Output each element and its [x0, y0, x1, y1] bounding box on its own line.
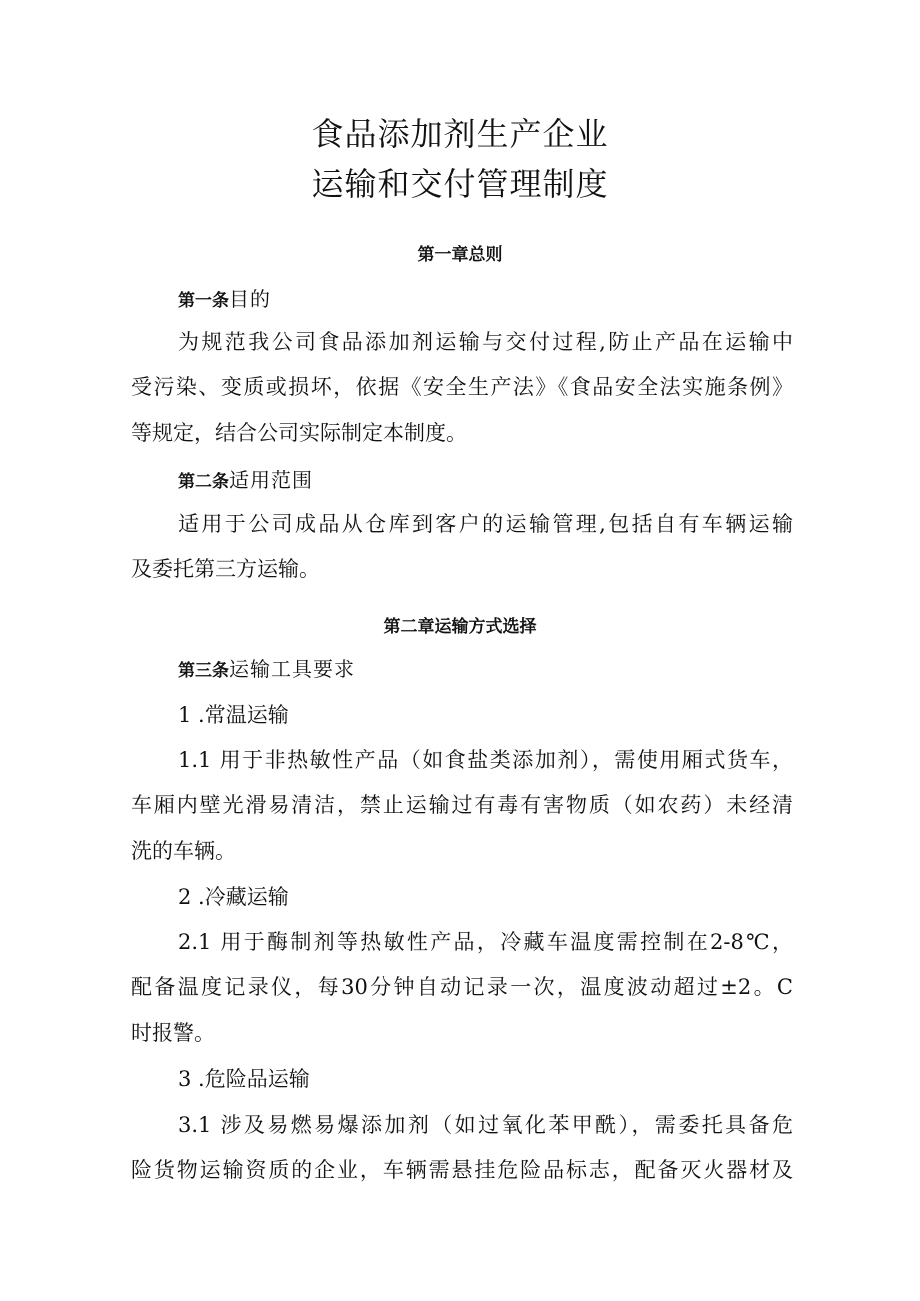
item-1-title: 1 .常温运输 [178, 703, 289, 727]
item-2-body-line-1: 2.1 用于酶制剂等热敏性产品，冷藏车温度需控制在2-8℃， [178, 930, 793, 954]
paragraph-line [0, 327, 920, 357]
item-3-body-line-1: 3.1 涉及易燃易爆添加剂（如过氧化苯甲酰），需委托具备危 [178, 1113, 793, 1137]
article-3-name: 运输工具要求 [229, 657, 355, 681]
article-2-name: 适用范围 [229, 468, 313, 492]
paragraph-line [0, 927, 920, 957]
article-1-body-line-2: 受污染、变质或损坏，依据《安全生产法》《食品安全法实施条例》 [131, 375, 793, 399]
paragraph-line [0, 1155, 920, 1185]
article-1-heading [0, 284, 920, 316]
item-3-body-line-2: 险货物运输资质的企业，车辆需悬挂危险品标志，配备灭火器材及 [131, 1158, 793, 1182]
paragraph-line [0, 509, 920, 539]
article-2-number: 第二条 [178, 472, 229, 492]
article-1-name: 目的 [229, 287, 271, 311]
chapter-heading-1: 第一章总则 [417, 245, 503, 265]
article-3-number: 第三条 [178, 661, 229, 681]
document-title-line2: 运输和交付管理制度 [311, 165, 609, 203]
article-3-heading [0, 654, 920, 686]
item-3-title: 3 .危险品运输 [178, 1067, 310, 1091]
item-2-body-line-3: 时报警。 [131, 1021, 215, 1045]
article-2-body-line-1: 适用于公司成品从仓库到客户的运输管理,包括自有车辆运输 [178, 512, 793, 536]
item-1-body-line-3: 洗的车辆。 [131, 839, 236, 863]
paragraph-line [0, 972, 920, 1002]
article-1-number: 第一条 [178, 291, 229, 311]
article-2-body-line-2: 及委托第三方运输。 [131, 557, 320, 581]
paragraph-line [0, 1110, 920, 1140]
item-1-body-line-1: 1.1 用于非热敏性产品（如食盐类添加剂），需使用厢式货车， [178, 748, 793, 772]
chapter-heading-2: 第二章运输方式选择 [383, 617, 537, 637]
paragraph-line [0, 745, 920, 775]
paragraph-line [0, 790, 920, 820]
article-1-body-line-1: 为规范我公司食品添加剂运输与交付过程,防止产品在运输中 [178, 330, 793, 354]
article-2-heading [0, 465, 920, 497]
paragraph-line [0, 372, 920, 402]
item-2-body-line-2: 配备温度记录仪，每30分钟自动记录一次，温度波动超过±2。C [131, 975, 793, 999]
item-1-body-line-2: 车厢内壁光滑易清洁，禁止运输过有毒有害物质（如农药）未经清 [131, 793, 793, 817]
item-2-title: 2 .冷藏运输 [178, 885, 289, 909]
article-1-body-line-3: 等规定，结合公司实际制定本制度。 [131, 421, 467, 445]
document-title-line1: 食品添加剂生产企业 [311, 115, 609, 153]
